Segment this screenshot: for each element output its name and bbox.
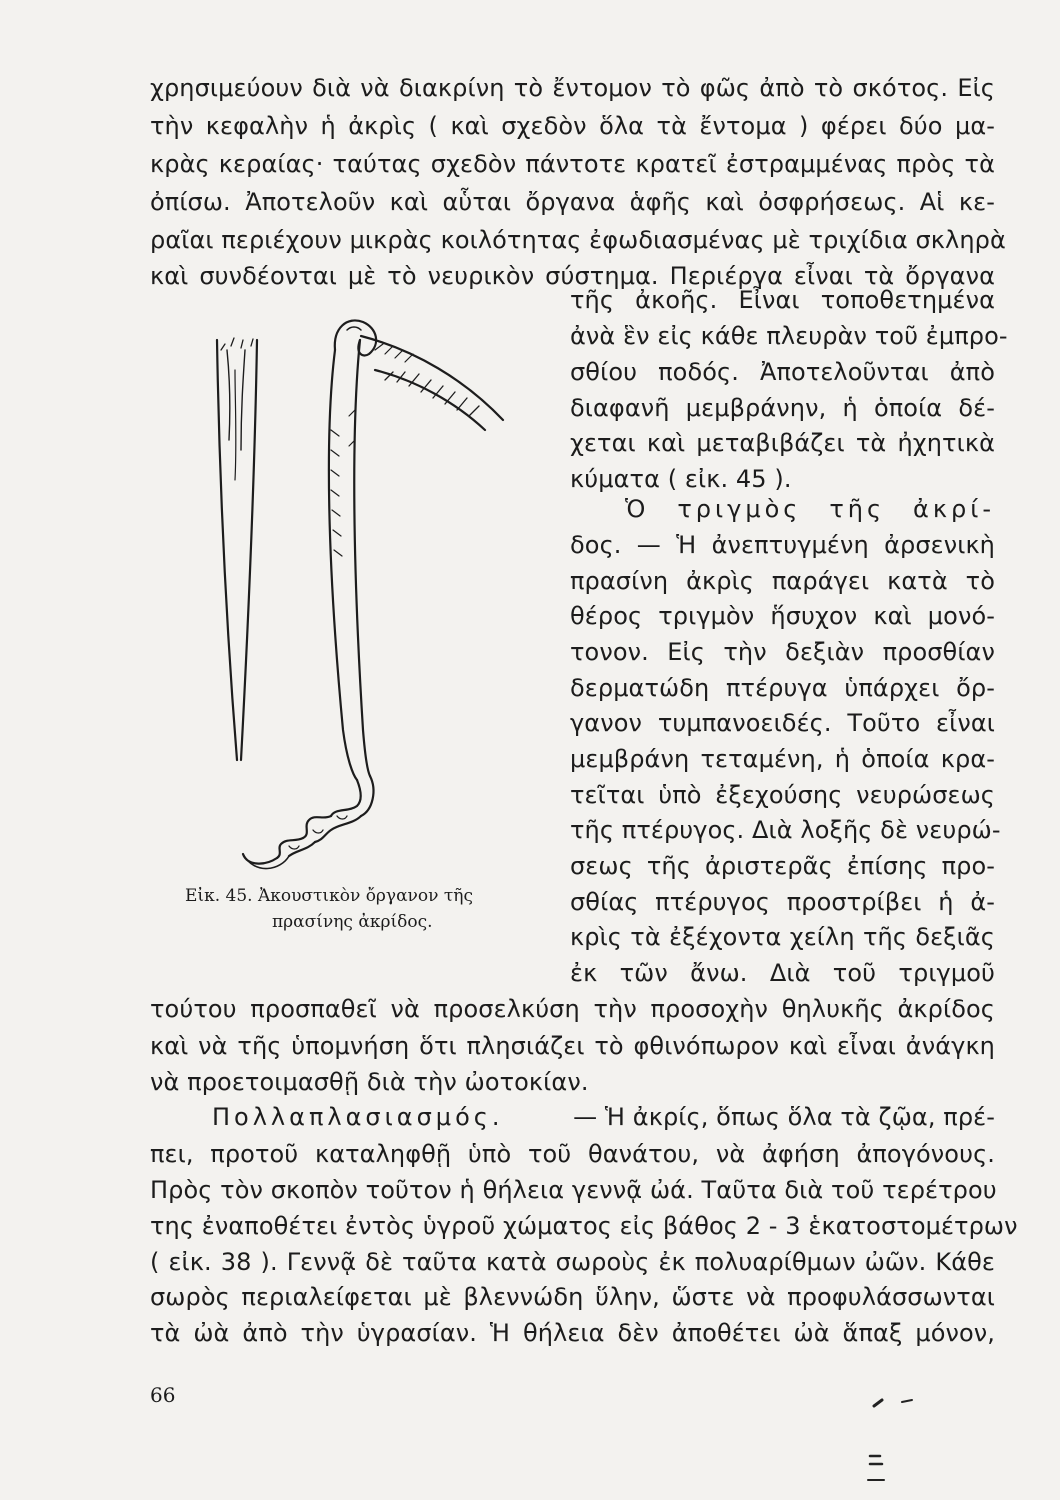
text-line: ἀνὰ ἓν εἰς κάθε πλευρὰν τοῦ ἐμπρο- xyxy=(570,322,1008,350)
text-line: ἐκ τῶν ἄνω. Διὰ τοῦ τριγμοῦ xyxy=(570,959,995,987)
text-line: κύματα ( εἰκ. 45 ). xyxy=(570,465,792,493)
text-line: — Ἡ ἀκρίς, ὅπως ὅλα τὰ ζῷα, πρέ- xyxy=(573,1103,995,1131)
text-line: της ἐναποθέτει ἐντὸς ὑγροῦ χώματος εἰς βάθος 2 - 3 ἑκατοστομέτρων xyxy=(150,1212,1018,1240)
text-line: δος. — Ἡ ἀνεπτυγμένη ἀρσενικὴ xyxy=(570,531,995,559)
text-line: τῆς ἀκοῆς. Εἶναι τοποθετημένα xyxy=(570,286,995,314)
section-heading-reproduction: Πολλαπλασιασμός. xyxy=(212,1103,504,1131)
text-line: ραῖαι περιέχουν μικρὰς κοιλότητας ἐφωδιασμένας μὲ τριχίδια σκληρὰ xyxy=(150,226,1006,254)
text-line: σεως τῆς ἀριστερᾶς ἐπίσης προ- xyxy=(570,852,995,880)
text-line: ( εἰκ. 38 ). Γεννᾷ δὲ ταῦτα κατὰ σωροὺς ἐκ πολυαρίθμων ὠῶν. Κάθε xyxy=(150,1248,995,1276)
text-line: τὴν κεφαλὴν ἡ ἀκρὶς ( καὶ σχεδὸν ὅλα τὰ ἔντομα ) φέρει δύο μα- xyxy=(150,112,995,140)
text-line: θέρος τριγμὸν ἥσυχον καὶ μονό- xyxy=(570,602,995,630)
page-number: 66 xyxy=(150,1383,176,1407)
text-line: ὀπίσω. Ἀποτελοῦν καὶ αὗται ὄργανα ἁφῆς καὶ ὀσφρήσεως. Αἱ κε- xyxy=(150,188,995,216)
text-line: τονον. Εἰς τὴν δεξιὰν προσθίαν xyxy=(570,638,995,666)
ear-organ-figure xyxy=(185,310,565,880)
text-line: σθίας πτέρυγος προστρίβει ἡ ἀ- xyxy=(570,888,995,916)
text-line: σθίου ποδός. Ἀποτελοῦνται ἀπὸ xyxy=(570,358,995,386)
text-line: πρασίνη ἀκρὶς παράγει κατὰ τὸ xyxy=(570,567,995,595)
section-heading-trigmos: Ὁ τριγμὸς τῆς ἀκρί- xyxy=(625,495,995,523)
text-line: σωρὸς περιαλείφεται μὲ βλεννώδη ὕλην, ὥστε νὰ προφυλάσσωνται xyxy=(150,1283,995,1311)
text-line: χεται καὶ μεταβιβάζει τὰ ἠχητικὰ xyxy=(570,429,995,457)
text-line: τούτου προσπαθεῖ νὰ προσελκύση τὴν προσοχὴν θηλυκῆς ἀκρίδος xyxy=(150,995,995,1023)
text-line: διαφανῆ μεμβράνην, ἡ ὁποία δέ- xyxy=(570,394,995,422)
text-line: τῆς πτέρυγος. Διὰ λοξῆς δὲ νευρώ- xyxy=(570,816,1001,844)
scan-marks xyxy=(860,1380,920,1490)
figure-caption-line: πρασίνης ἀκρίδος. xyxy=(272,912,433,932)
text-line: Πρὸς τὸν σκοπὸν τοῦτον ἡ θήλεια γεννᾷ ὠά. Ταῦτα διὰ τοῦ τερέτρου xyxy=(150,1176,997,1204)
figure-caption-line: Εἰκ. 45. Ἀκουστικὸν ὄργανον τῆς xyxy=(185,886,473,906)
text-line: τὰ ὠὰ ἀπὸ τὴν ὑγρασίαν. Ἡ θήλεια δὲν ἀποθέτει ὠὰ ἅπαξ μόνον, xyxy=(150,1319,995,1347)
text-line: τεῖται ὑπὸ ἐξεχούσης νευρώσεως xyxy=(570,781,995,809)
text-line: χρησιμεύουν διὰ νὰ διακρίνη τὸ ἔντομον τὸ φῶς ἀπὸ τὸ σκότος. Εἰς xyxy=(150,74,995,102)
text-line: κρὶς τὰ ἐξέχοντα χείλη τῆς δεξιᾶς xyxy=(570,923,995,951)
text-line: νὰ προετοιμασθῇ διὰ τὴν ὠοτοκίαν. xyxy=(150,1068,589,1096)
text-line: πει, προτοῦ καταληφθῇ ὑπὸ τοῦ θανάτου, νὰ ἀφήση ἀπογόνους. xyxy=(150,1140,995,1168)
text-line: καὶ νὰ τῆς ὑπομνήση ὅτι πλησιάζει τὸ φθινόπωρον καὶ εἶναι ἀνάγκη xyxy=(150,1032,995,1060)
text-line: δερματώδη πτέρυγα ὑπάρχει ὄρ- xyxy=(570,674,995,702)
text-line: μεμβράνη τεταμένη, ἡ ὁποία κρα- xyxy=(570,745,995,773)
text-line: γανον τυμπανοειδές. Τοῦτο εἶναι xyxy=(570,709,995,737)
text-line: καὶ συνδέονται μὲ τὸ νευρικὸν σύστημα. Περιέργα εἶναι τὰ ὄργανα xyxy=(150,262,995,290)
text-line: κρὰς κεραίας· ταύτας σχεδὸν πάντοτε κρατεῖ ἐστραμμένας πρὸς τὰ xyxy=(150,150,995,178)
